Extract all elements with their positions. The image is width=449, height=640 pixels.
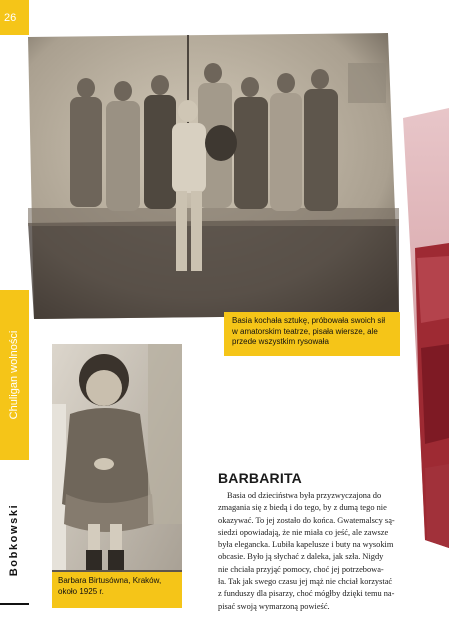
article-line: obcasie. Było ją słychać z daleka, jak szła. Nigdy [218, 552, 384, 562]
article-line: pisać swoją wymarzoną powieść. [218, 601, 330, 611]
page-number: 26 [4, 12, 17, 24]
author-name: Bobkowski [8, 503, 20, 577]
side-strip [0, 0, 29, 640]
stage-photo [28, 33, 399, 319]
article-heading: BARBARITA [218, 470, 302, 486]
bottom-rule [0, 603, 29, 605]
landscape-photo [395, 108, 449, 548]
article-line: nie chciała przyjąć pomocy, choć jej potrzebowa- [218, 564, 384, 574]
stage-photo-caption [224, 312, 400, 356]
page-number-box [0, 0, 29, 35]
article-body [218, 490, 400, 613]
article-line: Basia od dzieciństwa była przyzwyczajona do [227, 491, 382, 500]
article-line: zmagania się z biedą i do tego, by z dumą tego nie [218, 503, 387, 513]
portrait-photo [52, 344, 182, 608]
article-line: była elegancka. Lubiła kapelusze i buty na wysokim [218, 540, 394, 550]
article-line: z funduszy dla pisarzy, choć mógłby dzięki temu na- [218, 589, 395, 599]
stage-photo-caption-text: Basia kochała sztukę, próbowała swoich sił w amatorskim teatrze, pisała wiersze, ale przede wszystkim rysowała [232, 316, 385, 347]
article-line: ła. Tak jak swego czasu jej mąż nie chciał korzystać [218, 577, 393, 587]
article-line: okazywać. To jej zostało do końca. Gwatemalscy są- [218, 515, 395, 525]
portrait-photo-caption [52, 572, 182, 608]
article-line: siedzi opowiadają, że nie miała co jeść, ale zawsze [218, 527, 389, 537]
series-title: Chuligan wolności [8, 330, 20, 420]
portrait-photo-caption-text: Barbara Birtusówna, Kraków, około 1925 r. [58, 576, 162, 596]
